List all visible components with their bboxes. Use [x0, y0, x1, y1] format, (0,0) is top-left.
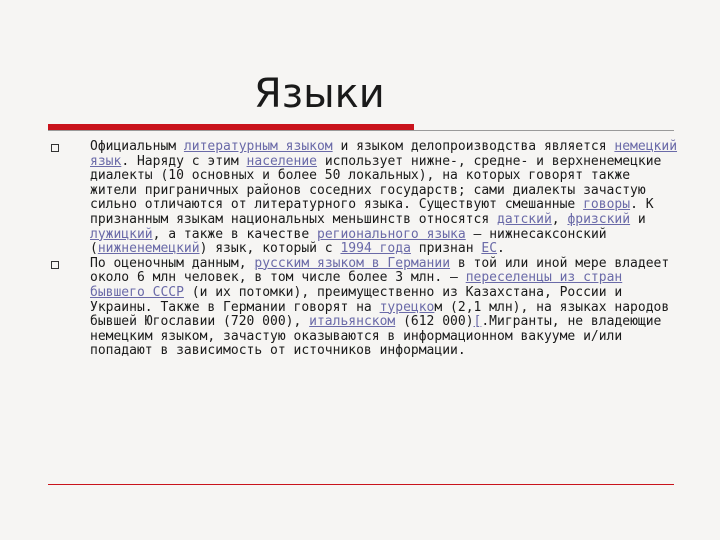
link-1994[interactable]: 1994 года [340, 241, 411, 257]
link-italian[interactable]: итальянском [309, 314, 396, 330]
link-frisian[interactable]: фризский [567, 211, 631, 227]
link-russian-in-germany[interactable]: русским языком в Германии [254, 255, 451, 271]
text: , [551, 211, 568, 227]
link-footnote[interactable]: [ [473, 314, 482, 330]
link-turkish[interactable]: турецко [379, 299, 435, 315]
slide-body [48, 140, 678, 359]
square-bullet-icon [51, 261, 59, 269]
link-german-language[interactable]: немецкий язык [90, 139, 678, 169]
text: использует нижне-, средне- и верхненемецкие диалекты (10 основных и более 50 локальных), на которых говорят также жители приграничных районов соседних государств; сами диалекты зачастую сильно отличаются от литературного языка. Существуют смешанные [90, 153, 662, 213]
link-literary-language[interactable]: литературным языком [183, 139, 333, 154]
link-ussr-resettlers[interactable]: переселенцы из стран бывшего СССР [90, 270, 623, 300]
link-regional-language[interactable]: регионального языка [317, 226, 466, 242]
square-bullet-icon [51, 144, 59, 152]
text: (612 000) [395, 314, 474, 330]
text: признан [410, 241, 482, 257]
title-divider [48, 130, 674, 131]
text: и [630, 211, 646, 227]
footer-divider [48, 484, 674, 485]
link-eu[interactable]: ЕС [481, 241, 498, 257]
text: . К признанным языкам национальных меньшинств относятся [90, 197, 654, 227]
link-low-german[interactable]: нижненемецкий [97, 241, 200, 257]
text: ) язык, который с [199, 241, 341, 257]
link-population[interactable]: население [246, 153, 317, 169]
text: .Мигранты, не владеющие немецким языком, зачастую оказываются в информационном вакууме и/или попадают в зависимость от источников информации. [90, 314, 662, 359]
link-dialects[interactable]: говоры [583, 197, 631, 213]
text: и языком делопроизводства является [332, 139, 615, 154]
text: — нижнесаксонский ( [90, 226, 607, 257]
text: в той или иной мере владеет около 6 млн человек, в том числе более 3 млн. — [90, 255, 670, 286]
text: Официальным [90, 139, 184, 154]
paragraph-migrant-languages [48, 257, 678, 359]
paragraph-official-languages [48, 140, 678, 257]
text: . Наряду с этим [121, 153, 247, 169]
link-danish[interactable]: датский [497, 211, 552, 227]
text: По оценочным данным, [90, 255, 255, 271]
text: (и их потомки), преимущественно из Казахстана, России и Украины. Также в Германии говорят на [90, 284, 623, 315]
slide-title: Языки [254, 71, 385, 117]
text: , а также в качестве [152, 226, 317, 242]
text: м (2,1 млн), на языках народов бывшей Югославии (720 000), [90, 299, 670, 330]
link-sorbian[interactable]: лужицкий [90, 226, 153, 242]
text: . [497, 241, 505, 257]
